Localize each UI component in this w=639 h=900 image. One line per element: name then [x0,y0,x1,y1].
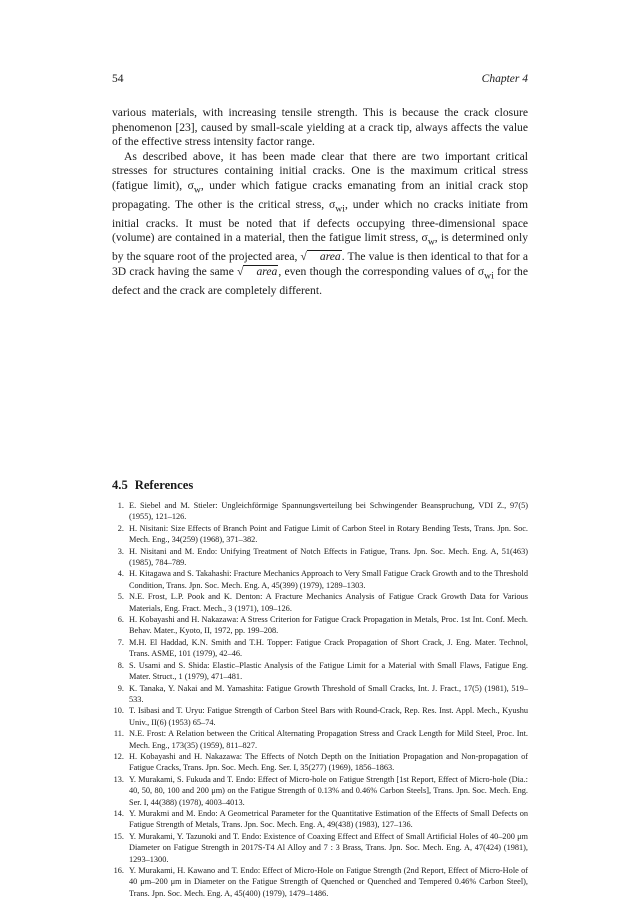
reference-text: H. Kitagawa and S. Takahashi: Fracture Mechanics Approach to Very Small Fatigue Crack Growth and to the Threshold Condition, Trans. Jpn. Soc. Mech. Eng. A, 45(399) (1979), 1289–1303. [129,569,528,590]
reference-number: 3. [117,546,124,556]
reference-text: N.E. Frost, L.P. Pook and K. Denton: A Fracture Mechanics Analysis of Fatigue Crack Growth Data for Various Materials, Eng. Fract. Mech., 3 (1971), 109–126. [129,592,528,613]
reference-item [112,831,528,865]
reference-text: Y. Murakmi and M. Endo: A Geometrical Parameter for the Quantitative Estimation of the Effects of Small Defects on Fatigue Strength of Metals, Trans. Jpn. Soc. Mech. Eng. A, 49(438) (1983), 127–136. [129,808,528,830]
sqrt-sign: √ [300,250,307,264]
subscript-w: w [193,184,201,196]
reference-number: 11. [113,729,124,739]
reference-item [112,523,528,546]
reference-text: Y. Murakami, S. Fukuda and T. Endo: Effect of Micro-hole on Fatigue Strength [1st Report, Effect of Micro-hole (Dia.: 40, 50, 80, 100 and 200 μm) on the Fatigue Strength of 0.13% and 0.46% Carbon Steels], Trans. Jpn. Soc. Mech. Eng. Ser. I, 44(388) (1978), 4003–4013. [129,774,528,807]
reference-item [112,660,528,683]
reference-item [112,591,528,614]
reference-text: Y. Murakami, H. Kawano and T. Endo: Effect of Micro-Hole on Fatigue Strength (2nd Report, Effect of Micro-Hole of 40 μm–200 μm in Diameter on the Fatigue Strength of Quenched or Quenched and Tempered 0.46% Carbon Steel), Trans. Jpn. Soc. Mech. Eng. A, 45(400) (1979), 1479–1486. [129,866,528,898]
reference-number: 7. [117,637,124,647]
reference-item [112,728,528,751]
reference-number: 16. [113,866,124,875]
reference-number: 9. [117,683,124,693]
reference-number: 12. [113,751,124,761]
paragraph-2-part-b: , under which fatigue cracks emanating from an initial crack stop propagating. The other is the critical stress, σ [112,178,528,211]
reference-text: N.E. Frost: A Relation between the Critical Alternating Propagation Stress and Crack Length for Mild Steel, Proc. Int. Mech. Eng., 173(35) (1959), 811–827. [129,729,528,750]
body-text [112,106,528,298]
reference-item [112,568,528,591]
paragraph-2-part-d: , is determined only by the square root of the projected area, [112,231,528,264]
subscript-wi: wi [335,203,345,215]
paragraph-2-part-f: , even though the corresponding values of σ [278,264,485,278]
reference-text: Y. Murakami, Y. Tazunoki and T. Endo: Existence of Coaxing Effect and Effect of Small Artificial Holes of 40–200 μm Diameter on Fatigue Strength in 2017S-T4 Al Alloy and 7 : 3 Brass, Trans. Jpn. Soc. Mech. Eng. A, 47(424) (1981), 1293–1300. [129,831,528,864]
reference-text: H. Kobayashi and H. Nakazawa: A Stress Criterion for Fatigue Crack Propagation in Metals, Proc. 1st Int. Conf. Mech. Behav. Mater., Kyoto, II, 1972, pp. 199–208. [129,615,528,636]
reference-item [112,500,528,523]
reference-item [112,614,528,637]
reference-item [112,683,528,706]
reference-list [112,500,528,899]
paragraph-2-part-a: As described above, it has been made clear that there are two important critical stresses for structures containing initial cracks. One is the maximum critical stress (fatigue limit), σ [112,149,528,192]
sqrt-sign-2: √ [237,264,244,278]
paragraph-2-part-e: . The value is then identical to that for a 3D crack having the same [112,250,528,278]
page-header [112,73,528,87]
reference-number: 10. [113,706,124,716]
reference-item [112,705,528,728]
subscript-wi-2: wi [484,270,494,282]
sqrt-area-2: area [243,265,278,277]
section-heading [112,478,193,493]
reference-number: 6. [117,615,124,625]
reference-number: 13. [113,774,124,784]
reference-number: 5. [117,592,124,602]
reference-text: M.H. El Haddad, K.N. Smith and T.H. Topper: Fatigue Crack Propagation of Short Crack, J. Eng. Mater. Technol, Trans. ASME, 101 (1979), 42–46. [129,637,528,659]
reference-text: T. Isibasi and T. Uryu: Fatigue Strength of Carbon Steel Bars with Round-Crack, Rep. Res. Inst. Appl. Mech., Kyushu Univ., II(6) (1953) 65–74. [129,706,528,727]
reference-number: 1. [117,501,124,510]
reference-item [112,751,528,774]
page-number: 54 [112,73,124,85]
reference-text: S. Usami and S. Shida: Elastic–Plastic Analysis of the Fatigue Limit for a Material with Small Flaws, Fatigue Eng. Mater. Struct., 1 (1979), 471–481. [129,660,528,682]
paragraph-2 [112,150,528,299]
reference-item [112,637,528,660]
sqrt-area: area [307,250,342,262]
reference-text: H. Nisitani and M. Endo: Unifying Treatment of Notch Effects in Fatigue, Trans. Jpn. Soc. Mech. Eng. A, 51(463) (1985), 784–789. [129,546,528,568]
subscript-w-2: w [427,236,435,248]
reference-text: K. Tanaka, Y. Nakai and M. Yamashita: Fatigue Growth Threshold of Small Cracks, Int. J. Fract., 17(5) (1981), 519–533. [129,683,528,704]
paragraph-2-part-c: , under which no cracks initiate from initial cracks. It must be noted that if defects occupying three-dimensional space (volume) are contained in a material, then the fatigue limit stress, σ [112,197,528,245]
paragraph-2-part-g: for the defect and the crack are completely different. [112,264,528,297]
reference-item [112,774,528,808]
reference-number: 14. [113,808,124,818]
section-title: References [134,478,194,492]
reference-number: 4. [117,569,124,579]
chapter-label: Chapter 4 [481,73,528,85]
reference-text: H. Kobayashi and H. Nakazawa: The Effects of Notch Depth on the Initiation Propagation and Non-propagation of Fatigue Cracks, Trans. Jpn. Soc. Mech. Eng. Ser. I, 35(277) (1969), 1856–1863. [129,751,528,773]
reference-item [112,865,528,899]
reference-text: E. Siebel and M. Stieler: Ungleichförmige Spannungsverteilung bei Schwingender Beanspruchung, VDI Z., 97(5) (1955), 121–126. [129,501,528,522]
reference-text: H. Nisitani: Size Effects of Branch Point and Fatigue Limit of Carbon Steel in Rotary Bending Tests, Trans. Jpn. Soc. Mech. Eng., 34(259) (1968), 371–382. [129,523,528,545]
paragraph-1: various materials, with increasing tensile strength. This is because the crack closure phenomenon [23], caused by small-scale yielding at a crack tip, always affects the value of the effective stress intensity factor range. [112,106,528,149]
section-number: 4.5 [112,478,128,492]
reference-number: 15. [113,831,124,841]
reference-item [112,546,528,569]
reference-item [112,808,528,831]
reference-number: 8. [117,660,124,670]
reference-number: 2. [117,523,124,533]
